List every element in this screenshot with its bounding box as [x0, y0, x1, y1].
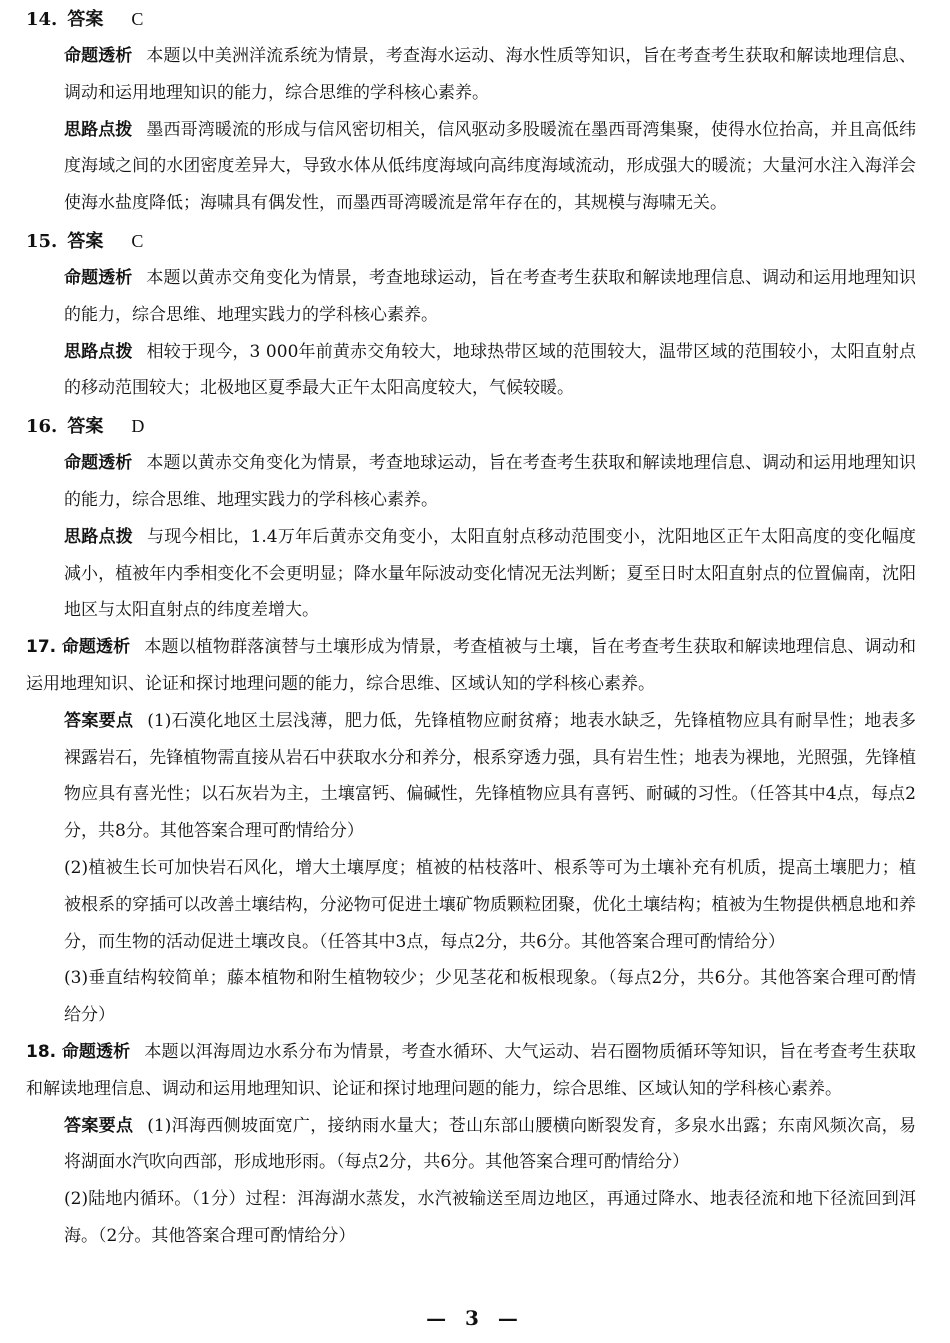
analysis-text: 本题以黄赤交角变化为情景，考查地球运动，旨在考查考生获取和解读地理信息、调动和运用地理知识的能力，综合思维、地理实践力的学科核心素养。	[64, 267, 917, 325]
key-points-paragraph-3	[64, 960, 916, 1034]
key-points-paragraph-2	[64, 1181, 916, 1255]
question-header	[26, 0, 916, 38]
hint-paragraph	[64, 112, 916, 222]
hint-label: 思路点拨	[64, 341, 133, 362]
question-header	[26, 222, 916, 260]
key-points-paragraph-1	[64, 703, 916, 850]
question-number: 14.	[26, 9, 58, 30]
analysis-text: 本题以植物群落演替与土壤形成为情景，考查植被与土壤，旨在考查考生获取和解读地理信息、调动和运用地理知识、论证和探讨地理问题的能力，综合思维、区域认知的学科核心素养。	[26, 637, 917, 694]
key-points-label: 答案要点	[64, 1115, 134, 1136]
analysis-paragraph	[64, 260, 916, 334]
answer-value: C	[131, 230, 144, 251]
analysis-label: 命题透析	[64, 46, 133, 66]
analysis-label: 命题透析	[61, 637, 131, 658]
question-number: 16.	[26, 416, 58, 438]
answer-label: 答案	[67, 9, 104, 30]
analysis-text: 本题以洱海周边水系分布为情景，考查水循环、大气运动、岩石圈物质循环等知识，旨在考查考生获取和解读地理信息、调动和运用地理知识、论证和探讨地理问题的能力，综合思维、区域认知的学科核心素养。	[26, 1041, 917, 1099]
analysis-label: 命题透析	[64, 453, 133, 474]
question-16	[26, 407, 917, 629]
question-14	[26, 0, 917, 222]
hint-text: 墨西哥湾暖流的形成与信风密切相关，信风驱动多股暖流在墨西哥湾集聚，使得水位抬高，并且高低纬度海域之间的水团密度差异大，导致水体从低纬度海域向高纬度海域流动，形成强大的暖流；大量河水注入海洋会使海水盐度降低；海啸具有偶发性，而墨西哥湾暖流是常年存在的，其规模与海啸无关。	[64, 119, 917, 214]
hint-text: 与现今相比，1.4万年后黄赤交角变小，太阳直射点移动范围变小，沈阳地区正午太阳高度的变化幅度减小，植被年内季相变化不会更明显；降水量年际波动变化情况无法判断；夏至日时太阳直射点的位置偏南，沈阳地区与太阳直射点的纬度差增大。	[64, 526, 917, 621]
analysis-paragraph	[26, 629, 916, 703]
key-point-1: (1)洱海西侧坡面宽广，接纳雨水量大；苍山东部山腰横向断裂发育，多泉水出露；东南风频次高，易将湖面水汽吹向西部，形成地形雨。（每点2分，共6分。其他答案合理可酌情给分）	[64, 1115, 916, 1173]
key-points-label: 答案要点	[64, 710, 134, 731]
analysis-text: 本题以中美洲洋流系统为情景，考查海水运动、海水性质等知识，旨在考查考生获取和解读地理信息、调动和运用地理知识的能力，综合思维的学科核心素养。	[64, 46, 917, 103]
hint-label: 思路点拨	[64, 526, 134, 547]
analysis-paragraph	[26, 1034, 916, 1108]
answer-label: 答案	[67, 416, 104, 438]
hint-label: 思路点拨	[64, 119, 133, 140]
question-header	[26, 407, 916, 445]
analysis-text: 本题以黄赤交角变化为情景，考查地球运动，旨在考查考生获取和解读地理信息、调动和运用地理知识的能力，综合思维、地理实践力的学科核心素养。	[64, 453, 917, 510]
analysis-paragraph	[64, 38, 916, 112]
answer-value: C	[131, 9, 144, 29]
question-number: 18.	[26, 1041, 57, 1062]
question-15	[26, 222, 917, 407]
key-point-2: (2)陆地内循环。（1分）过程：洱海湖水蒸发，水汽被输送至周边地区，再通过降水、地表径流和地下径流回到洱海。（2分。其他答案合理可酌情给分）	[64, 1189, 916, 1246]
answer-value: D	[131, 416, 145, 437]
question-number: 17.	[26, 637, 57, 658]
key-point-1: (1)石漠化地区土层浅薄，肥力低，先锋植物应耐贫瘠；地表水缺乏，先锋植物应具有耐旱性；地表多裸露岩石，先锋植物需直接从岩石中获取水分和养分，根系穿透力强，具有岩生性；地表为裸地，光照强，先锋植物应具有喜光性；以石灰岩为主，土壤富钙、偏碱性，先锋植物应具有喜钙、耐碱的习性。（任答其中4点，每点2分，共8分。其他答案合理可酌情给分）	[64, 710, 916, 842]
analysis-label: 命题透析	[64, 267, 133, 288]
key-points-paragraph-1	[64, 1108, 916, 1182]
question-number: 15.	[26, 230, 58, 252]
question-17	[26, 629, 917, 1034]
hint-text: 相较于现今，3 000年前黄赤交角较大，地球热带区域的范围较大，温带区域的范围较小，太阳直射点的移动范围较大；北极地区夏季最大正午太阳高度较大，气候较暖。	[64, 341, 916, 399]
key-point-3: (3)垂直结构较简单；藤本植物和附生植物较少；少见茎花和板根现象。（每点2分，共6分。其他答案合理可酌情给分）	[64, 968, 916, 1026]
key-point-2: (2)植被生长可加快岩石风化，增大土壤厚度；植被的枯枝落叶、根系等可为土壤补充有机质，提高土壤肥力；植被根系的穿插可以改善土壤结构，分泌物可促进土壤矿物质颗粒团聚，优化土壤结构；植被为生物提供栖息地和养分，而生物的活动促进土壤改良。（任答其中3点，每点2分，共6分。其他答案合理可酌情给分）	[64, 857, 916, 952]
key-points-paragraph-2	[64, 850, 916, 960]
analysis-label: 命题透析	[61, 1041, 131, 1062]
hint-paragraph	[64, 334, 916, 408]
analysis-paragraph	[64, 445, 916, 519]
page-number: — 3 —	[426, 1306, 524, 1330]
answer-label: 答案	[67, 230, 104, 252]
question-18	[26, 1034, 917, 1255]
hint-paragraph	[64, 519, 916, 629]
